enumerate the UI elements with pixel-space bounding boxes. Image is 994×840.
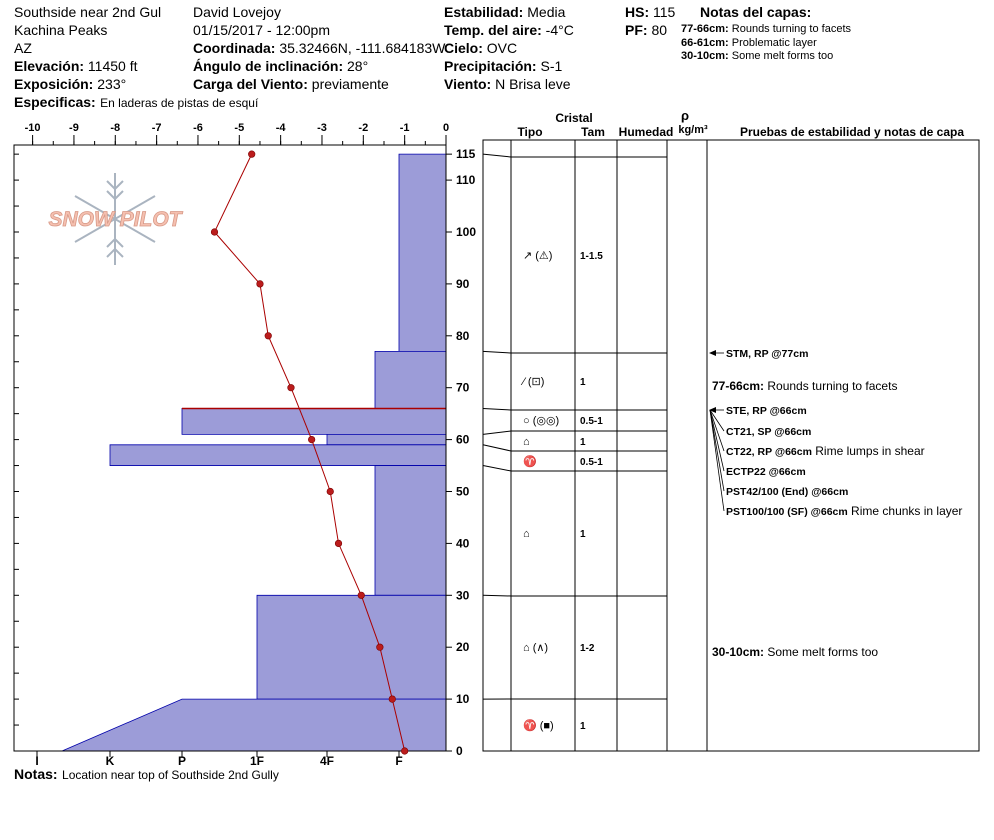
depth-tick-label: 40	[456, 536, 470, 551]
test-label: 77-66cm:	[712, 379, 765, 393]
header-rho: ρ	[680, 108, 690, 123]
wind-value: N Brisa leve	[495, 76, 571, 92]
depth-tick-label: 20	[456, 640, 470, 655]
slope-value: 28°	[347, 58, 369, 74]
test-note: Rime lumps in shear	[811, 444, 925, 458]
hardness-tick-label: K	[105, 754, 115, 768]
test-label: PST42/100 (End) @66cm	[726, 486, 849, 498]
logo-text: SNOW PILOT	[48, 208, 182, 231]
hardness-layer	[327, 434, 446, 444]
state-name: AZ	[14, 40, 32, 56]
temp-tick-label: 0	[442, 122, 450, 134]
layer-grain-size: 1	[580, 721, 586, 732]
temperature-point	[358, 592, 365, 599]
header-humedad: Humedad	[618, 125, 674, 139]
layer-grain-type: ⌂ (∧)	[523, 642, 549, 654]
depth-connector	[483, 466, 511, 471]
layer-grain-size: 0.5-1	[580, 416, 603, 427]
temperature-point	[211, 229, 218, 236]
test-note: Some melt forms too	[764, 645, 879, 659]
air-temp-value: -4°C	[545, 22, 574, 38]
layer-grain-type: ○ (◎◎)	[523, 415, 560, 427]
temperature-point	[377, 644, 384, 651]
stability-test	[726, 504, 962, 518]
layer-note-range: 30-10cm:	[681, 50, 729, 62]
test-label: ECTP22 @66cm	[726, 466, 806, 478]
pf-label: PF:	[625, 22, 648, 38]
stability-test	[726, 426, 811, 438]
hardness-tick-label: P	[177, 754, 187, 768]
depth-connector	[483, 351, 511, 353]
layer-note-entry	[712, 645, 878, 659]
notes-value: Location near top of Southside 2nd Gully	[62, 768, 279, 782]
layer-note-range: 77-66cm:	[681, 23, 729, 35]
sky-value: OVC	[486, 40, 518, 56]
header-density-unit: kg/m³	[678, 124, 708, 136]
hardness-tick-label: I	[35, 754, 39, 768]
slope-label: Ángulo de inclinación:	[193, 58, 344, 74]
layer-note-text: Some melt forms too	[731, 50, 834, 62]
stability-test	[726, 444, 925, 458]
observation-datetime: 01/15/2017 - 12:00pm	[193, 22, 330, 38]
depth-connector	[483, 595, 511, 596]
hardness-layer	[375, 351, 446, 408]
temperature-point	[308, 436, 315, 443]
temperature-point	[265, 333, 272, 340]
wind-load-value: previamente	[311, 76, 389, 92]
wind-load-label: Carga del Viento:	[193, 76, 308, 92]
layer-grain-size: 1	[580, 377, 586, 388]
temp-tick-label: -4	[275, 122, 286, 134]
depth-tick-label: 10	[456, 692, 470, 707]
hardness-layer	[375, 466, 446, 596]
test-label: PST100/100 (SF) @66cm	[726, 506, 848, 518]
hardness-layer	[257, 595, 446, 699]
elevation-value: 11450 ft	[87, 58, 138, 74]
specifics-label: Especificas:	[14, 94, 96, 110]
temp-tick-label: -8	[110, 122, 121, 134]
layer-grain-size: 1	[580, 437, 586, 448]
test-pointer-line	[710, 410, 724, 451]
sky-label: Cielo:	[444, 40, 483, 56]
test-note: Rounds turning to facets	[764, 379, 898, 393]
layer-grain-type: ♈	[523, 456, 537, 468]
stability-label: Estabilidad:	[444, 4, 524, 20]
temperature-point	[248, 151, 255, 158]
hardness-layer	[399, 154, 446, 351]
header-cristal: Cristal	[555, 111, 593, 125]
pf-value: 80	[651, 22, 668, 38]
depth-tick-label: 70	[456, 380, 470, 395]
depth-tick-label: 80	[456, 328, 470, 343]
layer-grain-type: ♈ (■)	[523, 720, 554, 732]
test-label: STM, RP @77cm	[726, 348, 809, 360]
layer-grain-size: 0.5-1	[580, 457, 603, 468]
layer-notes-title: Notas del capas:	[700, 4, 812, 20]
wind-label: Viento:	[444, 76, 492, 92]
notes-row	[14, 766, 279, 784]
stability-test	[726, 405, 807, 417]
specifics-value: En laderas de pistas de esquí	[100, 96, 259, 110]
temperature-point	[257, 281, 264, 288]
hardness-tick-label: 1F	[249, 754, 265, 768]
layer-grain-size: 1-1.5	[580, 251, 603, 262]
air-temp-label: Temp. del aire:	[444, 22, 542, 38]
temperature-point	[401, 748, 408, 755]
precip-label: Precipitación:	[444, 58, 537, 74]
aspect-label: Exposición:	[14, 76, 94, 92]
elevation-label: Elevación:	[14, 58, 85, 74]
hardness-layer	[182, 408, 446, 434]
hardness-layer	[110, 445, 446, 466]
depth-connector	[483, 431, 511, 434]
header-tam: Tam	[581, 125, 605, 139]
stability-value: Media	[527, 4, 566, 20]
temp-tick-label: -5	[234, 122, 245, 134]
depth-connector	[483, 408, 511, 410]
depth-tick-label: 30	[456, 588, 470, 603]
test-note: Rime chunks in layer	[847, 504, 963, 518]
temp-tick-label: -3	[317, 122, 327, 134]
header-tipo: Tipo	[517, 125, 543, 139]
hs-value: 115	[653, 4, 676, 20]
depth-tick-label: 115	[456, 147, 476, 162]
layer-grain-type: ↗ (⚠)	[523, 250, 553, 262]
test-label: CT22, RP @66cm	[726, 446, 812, 458]
temp-tick-label: -1	[399, 122, 410, 134]
coordinate-value: 35.32466N, -111.684183W	[279, 40, 446, 56]
depth-tick-label: 60	[456, 432, 470, 447]
depth-connector	[483, 445, 511, 451]
coordinate-label: Coordinada:	[193, 40, 276, 56]
depth-tick-label: 90	[456, 276, 470, 291]
test-label: STE, RP @66cm	[726, 405, 807, 417]
layer-grain-type: ⌂	[523, 436, 530, 448]
stability-test	[726, 348, 808, 360]
notes-label: Notas:	[14, 766, 58, 782]
test-arrowhead	[709, 350, 716, 356]
temperature-point	[327, 488, 334, 495]
snowpilot-logo	[49, 173, 184, 265]
layer-note-entry	[712, 379, 897, 393]
layer-note-range: 66-61cm:	[681, 37, 729, 49]
aspect-value: 233°	[97, 76, 127, 92]
layer-grain-type: ⌂	[523, 528, 530, 540]
layer-note-text: Rounds turning to facets	[731, 23, 852, 35]
temp-tick-label: -7	[151, 122, 162, 134]
layer-note-text: Problematic layer	[731, 37, 817, 49]
temperature-point	[335, 540, 342, 547]
location-name: Southside near 2nd Gul	[14, 4, 162, 20]
precip-value: S-1	[540, 58, 563, 74]
temp-tick-label: -9	[69, 122, 79, 134]
layer-grain-size: 1	[580, 529, 586, 540]
layer-grain-type: ⁄ (⊡)	[523, 376, 545, 388]
test-label: 30-10cm:	[712, 645, 765, 659]
observer-name: David Lovejoy	[193, 4, 281, 20]
hardness-layer	[62, 699, 446, 751]
hs-label: HS:	[625, 4, 650, 20]
hardness-tick-label: 4F	[319, 754, 335, 768]
stability-test	[726, 486, 848, 498]
temp-tick-label: -2	[358, 122, 369, 134]
test-label: CT21, SP @66cm	[726, 426, 812, 438]
temperature-point	[288, 384, 295, 391]
depth-tick-label: 100	[456, 225, 477, 239]
temp-tick-label: -10	[24, 122, 41, 134]
depth-tick-label: 110	[456, 173, 476, 188]
depth-tick-label: 50	[456, 484, 470, 499]
stability-test	[726, 466, 806, 478]
hardness-tick-label: F	[395, 754, 403, 768]
temp-tick-label: -6	[193, 122, 203, 134]
layer-grain-size: 1-2	[580, 643, 595, 654]
temperature-point	[389, 696, 396, 703]
range-name: Kachina Peaks	[14, 22, 108, 38]
test-pointer-line	[710, 410, 724, 491]
header-tests: Pruebas de estabilidad y notas de capa	[739, 125, 965, 139]
depth-connector	[483, 154, 511, 157]
depth-tick-label: 0	[456, 744, 463, 758]
